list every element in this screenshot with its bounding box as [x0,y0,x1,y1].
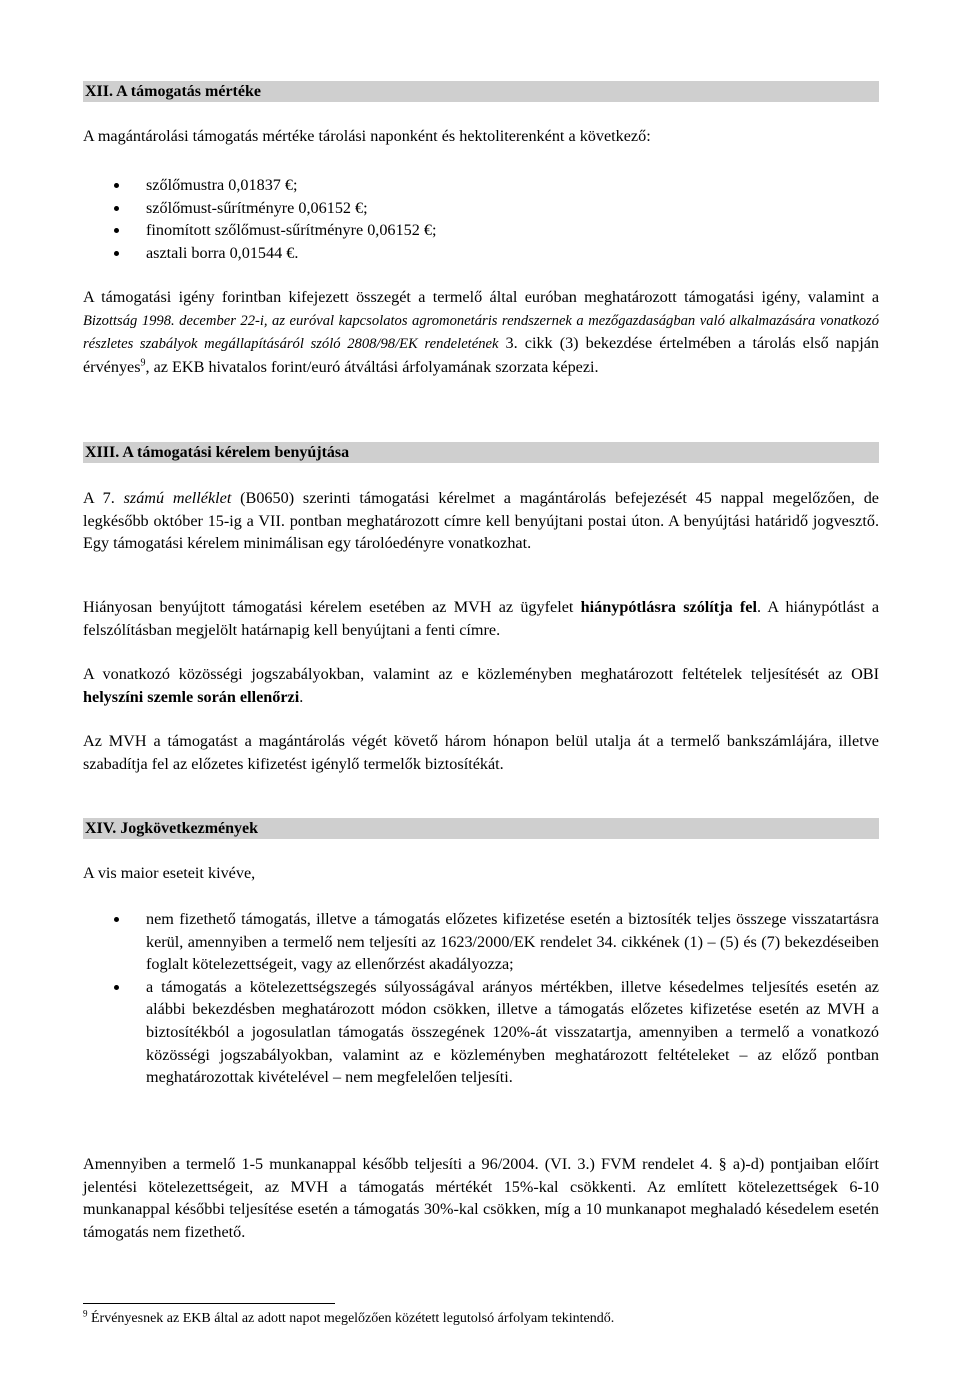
annex-reference: számú melléklet [123,489,232,507]
s13-paragraph-4: Az MVH a támogatást a magántárolás végét követő három hónapon belül utalja át a termelő bankszámlájára, illetve szabadítja fel az előzetes kifizetést igénylő termelők biztosítékát. [83,732,879,773]
s13-paragraph-1: A 7. számú melléklet (B0650) szerinti támogatási kérelmet a magántárolás befejezését 45 nappal megelőzően, de legkésőbb október 15-ig a VII. pontban meghatározott címre kell benyújtani postai úton. A benyújtási határidő jogvesztő. Egy támogatási kérelem minimálisan egy tárolóedényre vonatkozhat. [83,489,879,553]
s12-paragraph: A támogatási igény forintban kifejezett összegét a termelő által euróban meghatározott támogatási igény, valamint a Bizottság 1998. december 22-i, az euróval kapcsolatos agromonetáris rendszernek a mezőgazdaságban való alkalmazására vonatkozó részletes szabályok megállapításáról szóló 2808/98/EK rendeletének 3. cikk (3) bekezdése értelmében a tárolás első napján érvényes$^9$, az EKB hivatalos forint/euró átváltási árfolyamának szorzata képezi. [83,288,879,376]
list-item: asztali borra 0,01544 €. [83,242,879,265]
footnote: $^9$ Érvényesnek az EKB által az adott napot megelőzően közétett legutolsó árfolyam tekintendő. [83,1308,615,1326]
s14-closing: Amennyiben a termelő 1-5 munkanappal később teljesíti a 96/2004. (VI. 3.) FVM rendelet 4. § a)-d) pontjaiban előírt jelentési kötelezettségeit, az MVH a támogatás mértékét 15%-kal csökkenti. Az említett kötelezettségek 6-10 munkanappal későbbi teljesítése esetén a támogatás 30%-kal csökken, míg a 10 munkanapot meghaladó késedelem esetén támogatás nem fizethető. [83,1155,879,1241]
list-item: szőlőmustra 0,01837 €; [83,174,879,197]
s12-intro: A magántárolási támogatás mértéke tárolási naponként és hektoliterenként a következő: [83,127,651,145]
section-heading-xiii: XIII. A támogatási kérelem benyújtása [83,442,879,463]
list-item: szőlőmust-sűrítményre 0,06152 €; [83,197,879,220]
rates-list [83,174,879,264]
section-heading-xiv: XIV. Jogkövetkezmények [83,818,879,839]
footnote-ref: 9 [140,357,146,369]
regulation-reference: Bizottság 1998. december 22-i, az euróval kapcsolatos agromonetáris rendszernek a mezőgazdaságban való alkalmazására vonatkozó részletes szabályok megállapításáról szóló 2808/98/EK rendeletének [83,312,879,353]
s13-paragraph-2: Hiányosan benyújtott támogatási kérelem esetében az MVH az ügyfelet hiánypótlásra szólítja fel. A hiánypótlást a felszólításban megjelölt határnapig kell benyújtani a fenti címre. [83,598,880,639]
footnote-divider [83,1303,335,1304]
footnote-number: 9 [83,1308,88,1319]
list-item: nem fizethető támogatás, illetve a támogatás előzetes kifizetése esetén a biztosíték teljes összege visszatartásra kerül, amennyiben a termelő nem teljesíti az 1623/2000/EK rendelet 34. cikkének (1) – (5) és (7) bekezdéseiben foglalt kötelezettségeit, vagy az ellenőrzést akadályozza; [83,908,879,976]
list-item: a támogatás a kötelezettségszegés súlyosságával arányos mértékben, illetve késedelmes teljesítés esetén az alábbi bekezdésben meghatározott módon csökken, illetve a támogatás előzetes kifizetése esetén az MVH a biztosítékból a jogosulatlan támogatás összegének 120%-át visszatartja, amennyiben a termelő a vonatkozó közösségi jogszabályokban, valamint az e közleményben meghatározott feltételeket – az előző pontban meghatározottak kivételével – nem megfelelően teljesíti. [83,976,879,1089]
s13-paragraph-3: A vonatkozó közösségi jogszabályokban, valamint az e közleményben meghatározott feltételek teljesítését az OBI helyszíni szemle során ellenőrzi. [83,665,879,706]
list-item: finomított szőlőmust-sűrítményre 0,06152 €; [83,219,879,242]
consequences-list [83,908,879,1089]
section-heading-xii: XII. A támogatás mértéke [83,81,879,102]
s14-intro: A vis maior eseteit kivéve, [83,864,256,882]
